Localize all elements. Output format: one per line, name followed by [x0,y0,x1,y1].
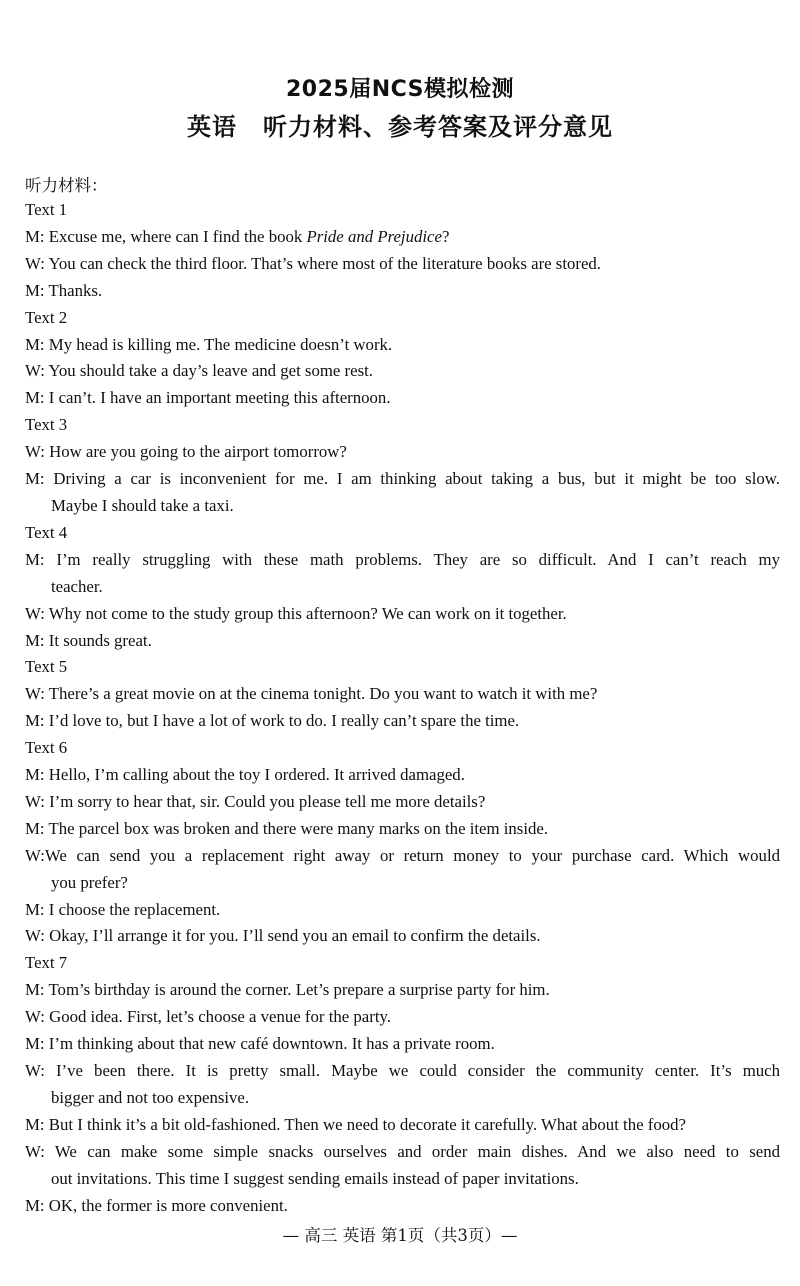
dialogue-line: W: Okay, I’ll arrange it for you. I’ll send you an email to confirm the details. [25,926,541,946]
dialogue-line: W: You can check the third floor. That’s where most of the literature books are stored. [25,253,602,273]
text-heading: Text 1 [25,200,68,219]
document-title: 2025届NCS模拟检测 [285,77,515,102]
book-title: Pride and Prejudice [306,226,442,246]
text-heading: Text 6 [25,738,68,758]
transcript-body [25,197,780,1219]
dialogue-line: M: Thanks. [25,280,103,300]
dialogue-line: M: I’m really struggling with these math problems. They are so difficult. And I can’t reach my [25,549,780,569]
dialogue-line: M: Driving a car is inconvenient for me. I am thinking about taking a bus, but it might be too slow. [25,469,780,489]
dialogue-line: W: I’m sorry to hear that, sir. Could you please tell me more details? [25,791,486,811]
dialogue-line-continued: teacher. [51,576,103,596]
dialogue-line: M: I’m thinking about that new café downtown. It has a private room. [25,1034,495,1054]
dialogue-line: W: You should take a day’s leave and get some rest. [25,361,373,381]
dialogue-line: M: Excuse me, where can I find the book Pride and Prejudice? [25,226,450,246]
dialogue-line-continued: Maybe I should take a taxi. [51,495,234,515]
subject-label: 英语 [187,113,237,141]
dialogue-line: W:We can send you a replacement right away or return money to your purchase card. Which would [25,845,780,865]
dialogue-line: W: How are you going to the airport tomorrow? [25,442,347,462]
dialogue-line-continued: you prefer? [51,872,128,892]
dialogue-line: W: I’ve been there. It is pretty small. Maybe we could consider the community center. It’s much [25,1061,780,1080]
dialogue-line: M: But I think it’s a bit old-fashioned. Then we need to decorate it carefully. What about the food? [25,1114,686,1134]
subtitle-description: 听力材料、参考答案及评分意见 [263,113,613,141]
page-footer: — 高三 英语 第1页（共3页）— [282,1226,518,1245]
dialogue-line: W: There’s a great movie on at the cinema tonight. Do you want to watch it with me? [25,684,598,704]
dialogue-line: M: I can’t. I have an important meeting this afternoon. [25,388,391,408]
dialogue-line: M: I choose the replacement. [25,899,221,919]
dialogue-line: M: My head is killing me. The medicine doesn’t work. [25,334,393,354]
dialogue-line-continued: out invitations. This time I suggest sending emails instead of paper invitations. [51,1168,579,1188]
dialogue-line: M: It sounds great. [25,630,152,650]
section-label: 听力材料： [25,176,108,195]
dialogue-line: M: The parcel box was broken and there were many marks on the item inside. [25,818,549,838]
text-heading: Text 2 [25,307,68,327]
dialogue-line-continued: bigger and not too expensive. [51,1087,250,1107]
text-heading: Text 5 [25,657,68,677]
text-heading: Text 7 [25,953,68,973]
dialogue-line: M: Tom’s birthday is around the corner. Let’s prepare a surprise party for him. [25,980,550,1000]
dialogue-line: M: Hello, I’m calling about the toy I ordered. It arrived damaged. [25,765,465,785]
dialogue-line: W: Good idea. First, let’s choose a venue for the party. [25,1007,391,1027]
dialogue-line: W: We can make some simple snacks ourselves and order main dishes. And we also need to send [25,1141,780,1161]
dialogue-line: W: Why not come to the study group this afternoon? We can work on it together. [25,603,567,623]
document-subtitle [0,107,800,142]
text-heading: Text 3 [25,415,68,435]
dialogue-line: M: I’d love to, but I have a lot of work to do. I really can’t spare the time. [25,711,520,731]
dialogue-line: M: OK, the former is more convenient. [25,1195,288,1215]
text-heading: Text 4 [25,522,68,542]
